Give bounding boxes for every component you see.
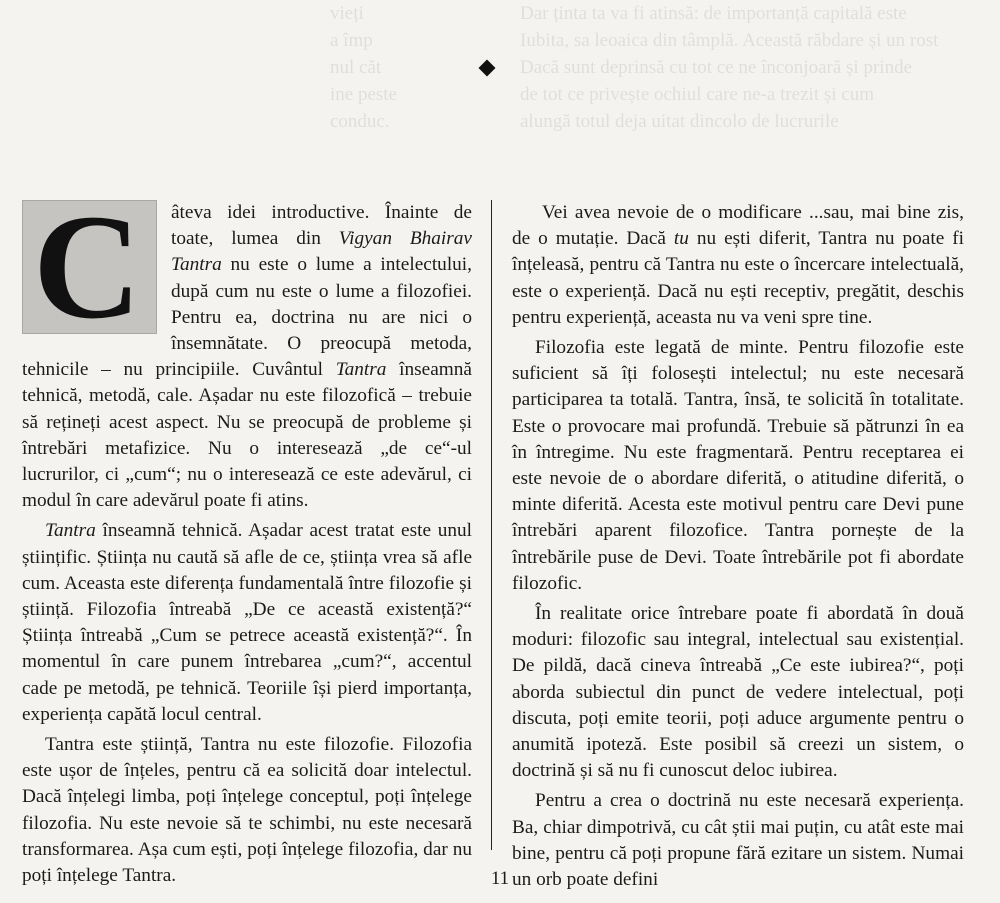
paragraph-mind: Filozofia este legată de minte. Pentru filozofie este suficient să îți folosești intelectul; nu este necesară participarea ta totală. Tantra, însă, te solicită în totalitate. Este o provocare mai profundă. Trebuie să pătrunzi în ea în întregime. Nu este fragmentară. Pentru receptarea ei este nevoie de o abordare diferită, o atitudine diferită, o minte diferită. Acesta este motivul pentru care Devi pune întrebări aparent filozofice. Tantra pornește de la întrebările puse de Devi. Toate întrebările pot fi abordate filozofic. (512, 337, 964, 594)
column-divider (491, 200, 492, 850)
paragraph-science: Tantra este știință, Tantra nu este filozofie. Filozofia este ușor de înțeles, pentru că ea solicită doar intelectul. Dacă înțelegi limba, poți înțelege conceptul, poți înțelege filozofia. Nu este nevoie să te schimbi, nu este necesară transformarea. Așa cum ești, poți înțelege filozofia, dar nu poți înțelege Tantra. (22, 734, 472, 887)
text-run: Vei avea nevoie de o modificare ...sau, mai bine zis, de o mutație. Dacă (512, 202, 964, 250)
term-tantra: Tantra (45, 520, 96, 542)
right-column (512, 200, 964, 893)
bleed-line: a împ (330, 30, 373, 51)
paragraph-two-ways: În realitate orice întrebare poate fi abordată în două moduri: filozofic sau integral, intelectual sau existențial. De pildă, dacă cineva întreabă „Ce este iubirea?“, poți aborda subiectul din punct de vedere intelectual, poți discuta, poți emite teorii, poți aduce argumente pentru o anumită ipoteză. Este posibil să creezi un sistem, o doctrină și să nu fi cunoscut deloc iubirea. (512, 603, 964, 782)
bleed-line: de tot ce privește ochiul care ne-a trezit și cum (520, 84, 874, 105)
bleed-line: Dacă sunt deprinsă cu tot ce ne înconjoară și prinde (520, 57, 912, 78)
paragraph-intro (22, 200, 472, 514)
page-number: 11 (490, 868, 510, 889)
paragraph-mutation (512, 200, 964, 331)
paragraph-tantra-technique (22, 518, 472, 728)
term-tantra: Tantra (335, 359, 387, 381)
text-run: înseamnă tehnică, metodă, cale. Așadar nu este filozofică – trebuie să rețineți acest aspect. Nu se preocupă de probleme și întrebări metafizice. Nu o interesează „de ce“-ul lucrurilor, ci „cum“; nu o interesează ce este adevărul, ci modul în care adevărul poate fi atins. (22, 359, 472, 512)
bleed-line: vieți (330, 3, 364, 24)
bleed-through-right (520, 0, 980, 200)
bleed-through-left (330, 0, 480, 190)
left-column (22, 200, 472, 889)
bleed-line: alungă totul deja uitat dincolo de lucrurile (520, 111, 839, 132)
book-title: Vigyan Bhairav Tantra (171, 228, 472, 276)
text-run: înseamnă tehnică. Așadar acest tratat este unul științific. Știința nu caută să afle de ce, știința vrea să afle cum. Aceasta este diferența fundamentală între filozofie și știință. Filozofia întreabă „De ce această existență?“ Știința întreabă „Cum se petrece această existență?“. În momentul în care punem întrebarea „cum?“, accentul cade pe metodă, pe tehnică. Teoriile își pierd importanța, experiența capătă locul central. (22, 520, 472, 725)
drop-cap-letter: C (33, 200, 142, 334)
bleed-line: ine peste (330, 84, 398, 105)
text-run: âteva idei introductive. Înainte de toate, lumea din (171, 202, 472, 250)
bleed-line: nul căt (330, 57, 382, 78)
bleed-line: Dar ținta ta va fi atinsă: de importanță capitală este (520, 3, 907, 24)
emphasis-tu: tu (673, 228, 689, 250)
bleed-line: conduc. (330, 111, 390, 132)
text-run: nu este o lume a intelectului, după cum nu este o lume a filozofiei. Pentru ea, doctrina nu are nici o însemnătate. O preocupă metoda, tehnicile – nu principiile. Cuvântul (22, 254, 472, 381)
paragraph-doctrine: Pentru a crea o doctrină nu este necesară experiența. Ba, chiar dimpotrivă, cu cât știi mai puțin, cu atât este mai bine, pentru că poți propune fără ezitare un sistem. Numai un orb poate defini (512, 790, 964, 891)
drop-cap (22, 200, 157, 334)
text-run: nu ești diferit, Tantra nu poate fi înțeleasă, pentru că Tantra nu este o încercare intelectuală, este o experiență. Dacă nu ești receptiv, pregătit, deschis pentru experiență, aceasta nu va veni spre tine. (512, 228, 964, 328)
diamond-ornament-icon (479, 60, 496, 77)
bleed-line: Iubita, sa leoaica din tâmplă. Această răbdare și un rost (520, 30, 939, 51)
